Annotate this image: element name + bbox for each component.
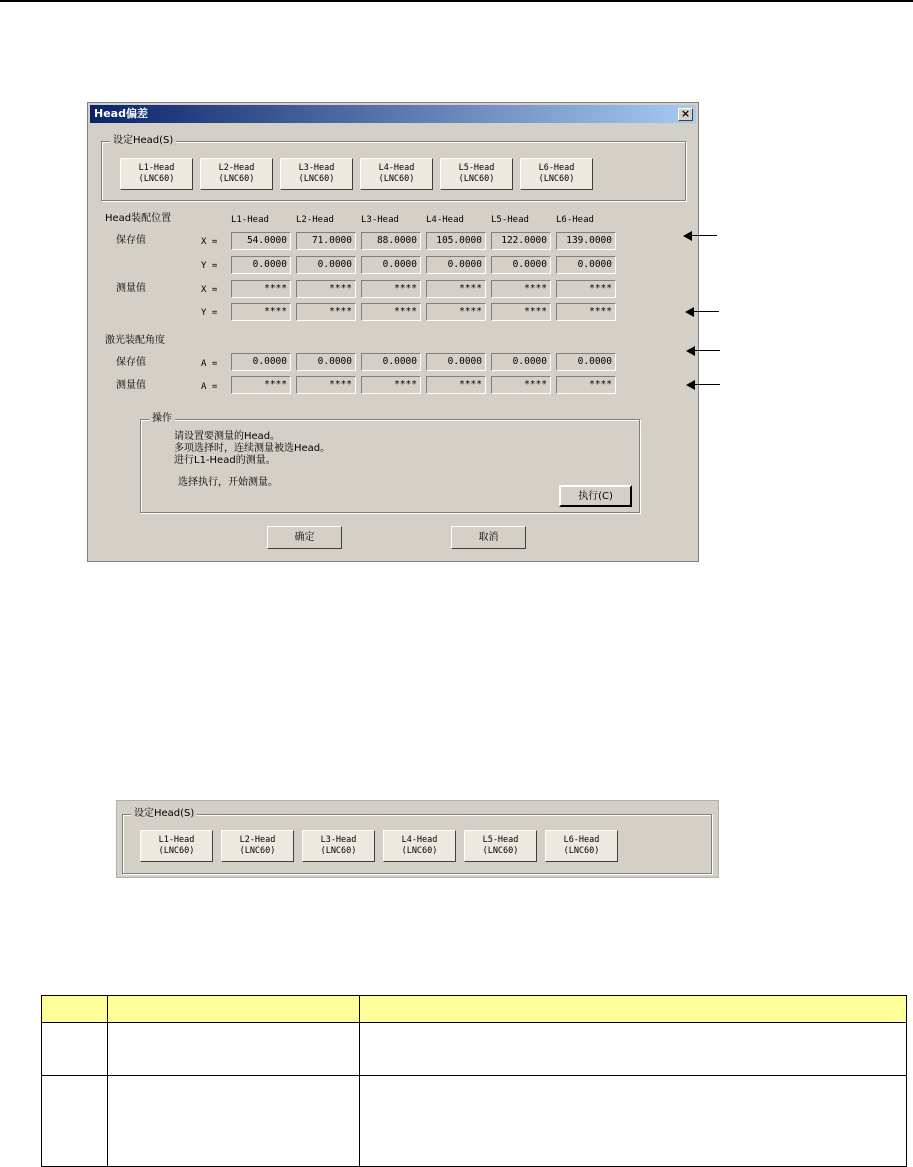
saved-x-l4-field: 105.0000 <box>426 232 486 250</box>
panel2-head-button-l4[interactable] <box>383 830 456 862</box>
head-button-l6[interactable] <box>520 158 593 190</box>
panel2-head-button-l2-model: (LNC60) <box>239 846 276 856</box>
panel2-head-button-l4-name: L4-Head <box>401 835 438 845</box>
operation-line-2: 多项选择时，连续测量被选Head。 <box>174 443 331 454</box>
panel2-head-button-l2[interactable] <box>221 830 294 862</box>
table-cell <box>42 1023 108 1076</box>
set-head-group <box>101 135 686 201</box>
measured-x-l4-field: **** <box>426 280 486 298</box>
saved-y-l2-field: 0.0000 <box>296 256 356 274</box>
table-header-cell <box>42 996 108 1023</box>
saved-y-l3-field: 0.0000 <box>361 256 421 274</box>
panel2-head-button-l1-model: (LNC60) <box>158 846 195 856</box>
panel2-head-button-l1-name: L1-Head <box>158 835 195 845</box>
table-cell <box>108 1076 360 1167</box>
close-icon[interactable]: × <box>678 108 693 121</box>
saved-y-label: Y = <box>201 261 218 271</box>
saved-a-l6-field: 0.0000 <box>556 353 616 371</box>
saved-a-l4-field: 0.0000 <box>426 353 486 371</box>
operation-line-3: 进行L1-Head的测量。 <box>174 455 276 466</box>
saved-x-label: X = <box>201 237 218 247</box>
head-button-l3-model: (LNC60) <box>298 174 335 184</box>
head-button-l5[interactable] <box>440 158 513 190</box>
laser-measured-a-label: A = <box>201 382 218 392</box>
head-button-l3-name: L3-Head <box>298 163 335 173</box>
callout-arrow-3 <box>686 346 720 356</box>
measured-y-l4-field: **** <box>426 303 486 321</box>
operation-line-4: 选择执行，开始测量。 <box>178 477 278 488</box>
head-button-l1-name: L1-Head <box>138 163 175 173</box>
ok-button[interactable]: 确定 <box>267 526 342 549</box>
head-button-l5-model: (LNC60) <box>458 174 495 184</box>
head-button-l6-name: L6-Head <box>538 163 575 173</box>
dialog-title: Head偏差 <box>94 107 148 120</box>
table-row <box>42 1023 907 1076</box>
head-position-section-label: Head装配位置 <box>105 213 172 224</box>
panel2-group-label: 设定Head(S) <box>131 807 197 821</box>
head-button-l2-name: L2-Head <box>218 163 255 173</box>
head-button-l1-model: (LNC60) <box>138 174 175 184</box>
column-header-l6: L6-Head <box>556 215 594 225</box>
laser-measured-label: 测量值 <box>116 380 146 391</box>
panel2-head-button-l5-model: (LNC60) <box>482 846 519 856</box>
panel2-head-button-l3-model: (LNC60) <box>320 846 357 856</box>
measured-x-l6-field: **** <box>556 280 616 298</box>
measured-x-l1-field: **** <box>231 280 291 298</box>
head-button-l2[interactable] <box>200 158 273 190</box>
panel2-head-button-l3[interactable] <box>302 830 375 862</box>
column-header-l3: L3-Head <box>361 215 399 225</box>
measured-a-l3-field: **** <box>361 376 421 394</box>
table-header-cell <box>108 996 360 1023</box>
measured-x-label: X = <box>201 285 218 295</box>
column-header-l5: L5-Head <box>491 215 529 225</box>
measured-y-l1-field: **** <box>231 303 291 321</box>
measured-x-l3-field: **** <box>361 280 421 298</box>
saved-x-l6-field: 139.0000 <box>556 232 616 250</box>
panel2-head-button-l6-name: L6-Head <box>563 835 600 845</box>
saved-value-label: 保存值 <box>116 235 146 246</box>
head-offset-dialog <box>87 102 699 562</box>
head-button-l6-model: (LNC60) <box>538 174 575 184</box>
panel2-head-button-l6-model: (LNC60) <box>563 846 600 856</box>
measured-a-l1-field: **** <box>231 376 291 394</box>
set-head-group-label: 设定Head(S) <box>110 134 176 148</box>
measured-a-l2-field: **** <box>296 376 356 394</box>
measured-a-l5-field: **** <box>491 376 551 394</box>
saved-a-l5-field: 0.0000 <box>491 353 551 371</box>
measured-y-l2-field: **** <box>296 303 356 321</box>
panel2-head-button-l5-name: L5-Head <box>482 835 519 845</box>
page-top-rule <box>0 0 913 2</box>
operation-group-label: 操作 <box>149 412 175 426</box>
column-header-l4: L4-Head <box>426 215 464 225</box>
head-button-l4-name: L4-Head <box>378 163 415 173</box>
panel2-head-button-l4-model: (LNC60) <box>401 846 438 856</box>
column-header-l2: L2-Head <box>296 215 334 225</box>
saved-x-l1-field: 54.0000 <box>231 232 291 250</box>
saved-a-l2-field: 0.0000 <box>296 353 356 371</box>
saved-a-l3-field: 0.0000 <box>361 353 421 371</box>
dialog-titlebar <box>90 105 696 123</box>
cancel-button[interactable]: 取消 <box>451 526 526 549</box>
table-cell <box>360 1076 907 1167</box>
table-header-cell <box>360 996 907 1023</box>
measured-a-l6-field: **** <box>556 376 616 394</box>
panel2-head-button-l2-name: L2-Head <box>239 835 276 845</box>
callout-arrow-2 <box>685 307 719 317</box>
laser-saved-a-label: A = <box>201 359 218 369</box>
head-button-l3[interactable] <box>280 158 353 190</box>
laser-saved-label: 保存值 <box>116 357 146 368</box>
measured-x-l5-field: **** <box>491 280 551 298</box>
saved-x-l3-field: 88.0000 <box>361 232 421 250</box>
saved-x-l2-field: 71.0000 <box>296 232 356 250</box>
measured-y-l3-field: **** <box>361 303 421 321</box>
table-header-row <box>42 996 907 1023</box>
saved-x-l5-field: 122.0000 <box>491 232 551 250</box>
measured-a-l4-field: **** <box>426 376 486 394</box>
saved-a-l1-field: 0.0000 <box>231 353 291 371</box>
panel2-head-button-l1[interactable] <box>140 830 213 862</box>
panel2-head-button-l3-name: L3-Head <box>320 835 357 845</box>
operation-group <box>140 413 640 513</box>
measured-value-label: 测量值 <box>116 283 146 294</box>
saved-y-l4-field: 0.0000 <box>426 256 486 274</box>
column-header-l1: L1-Head <box>231 215 269 225</box>
measured-y-l6-field: **** <box>556 303 616 321</box>
saved-y-l6-field: 0.0000 <box>556 256 616 274</box>
measured-x-l2-field: **** <box>296 280 356 298</box>
table-cell <box>42 1076 108 1167</box>
execute-button[interactable]: 执行(C) <box>559 485 632 507</box>
head-button-l5-name: L5-Head <box>458 163 495 173</box>
measured-y-label: Y = <box>201 308 218 318</box>
laser-angle-section-label: 激光装配角度 <box>105 335 165 346</box>
saved-y-l5-field: 0.0000 <box>491 256 551 274</box>
callout-arrow-4 <box>686 380 720 390</box>
head-button-l1[interactable] <box>120 158 193 190</box>
measured-y-l5-field: **** <box>491 303 551 321</box>
head-button-l4[interactable] <box>360 158 433 190</box>
head-button-l4-model: (LNC60) <box>378 174 415 184</box>
operation-line-1: 请设置要测量的Head。 <box>174 431 281 442</box>
set-head-panel-detail <box>116 800 719 878</box>
panel2-group <box>122 808 712 874</box>
callout-arrow-1 <box>683 231 717 241</box>
head-button-l2-model: (LNC60) <box>218 174 255 184</box>
panel2-head-button-l6[interactable] <box>545 830 618 862</box>
description-table <box>41 995 907 1167</box>
panel2-head-button-l5[interactable] <box>464 830 537 862</box>
table-cell <box>108 1023 360 1076</box>
table-cell <box>360 1023 907 1076</box>
table-row <box>42 1076 907 1167</box>
saved-y-l1-field: 0.0000 <box>231 256 291 274</box>
